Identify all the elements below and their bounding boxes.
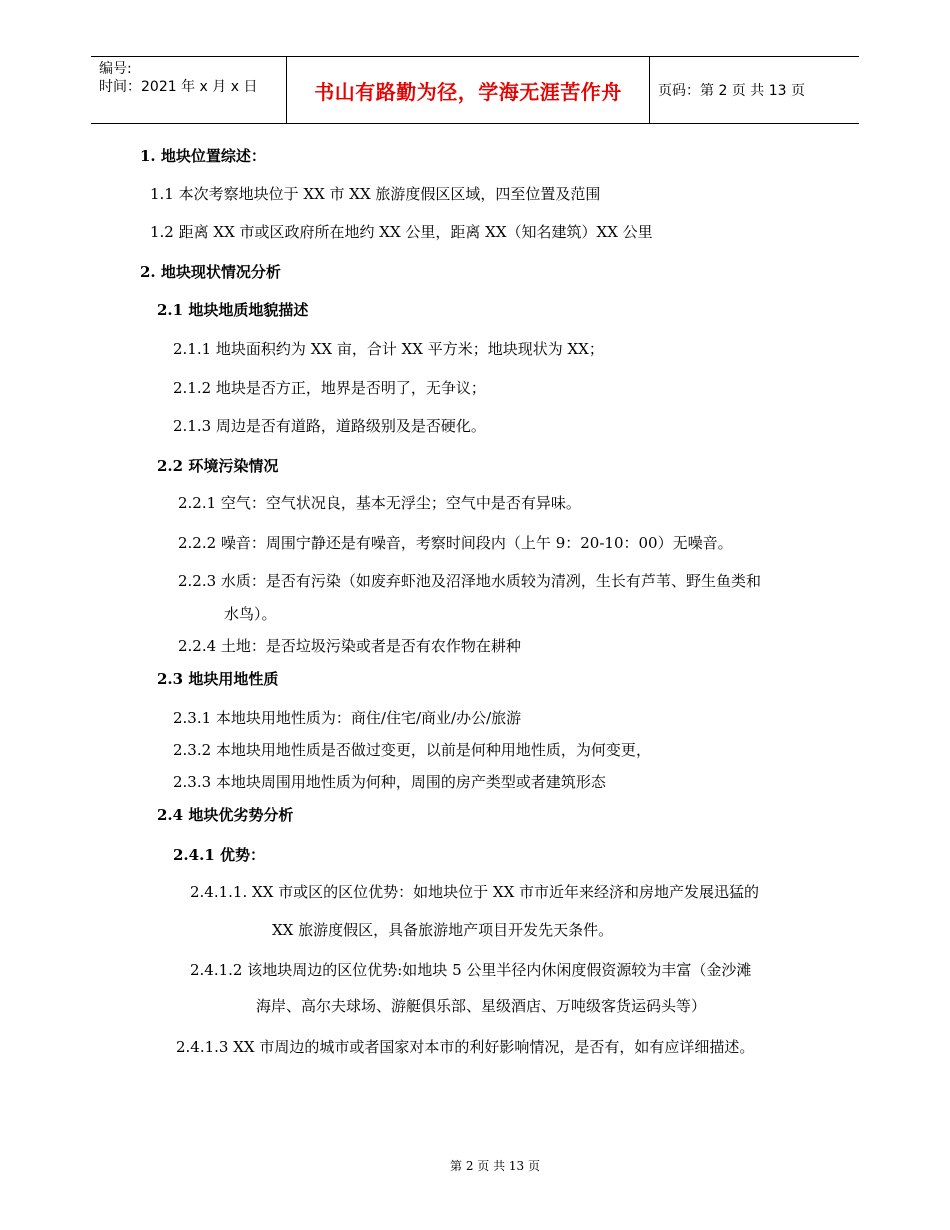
paragraph-1-2: 1.2 距离 XX 市或区政府所在地约 XX 公里，距离 XX（知名建筑）XX 公里	[150, 223, 653, 241]
document-number-label: 编号:	[99, 61, 132, 77]
paragraph-2-1-1: 2.1.1 地块面积约为 XX 亩，合计 XX 平方米；地块现状为 XX；	[173, 340, 604, 358]
heading-2: 2. 地块现状情况分析	[140, 263, 281, 281]
paragraph-2-3-2: 2.3.2 本地块用地性质是否做过变更，以前是何种用地性质，为何变更，	[173, 741, 651, 759]
heading-2-4-1: 2.4.1 优势：	[173, 846, 265, 864]
page-footer: 第 2 页 共 13 页	[450, 1159, 540, 1173]
paragraph-2-2-1: 2.2.1 空气：空气状况良，基本无浮尘；空气中是否有异味。	[178, 494, 581, 512]
header-page-info: 页码：第 2 页 共 13 页	[658, 83, 805, 99]
heading-2-1: 2.1 地块地质地貌描述	[157, 301, 309, 319]
paragraph-1-1: 1.1 本次考察地块位于 XX 市 XX 旅游度假区区域，四至位置及范围	[150, 185, 601, 203]
heading-1: 1. 地块位置综述：	[140, 147, 266, 165]
heading-2-2: 2.2 环境污染情况	[157, 457, 279, 475]
paragraph-2-2-2: 2.2.2 噪音：周围宁静还是有噪音，考察时间段内（上午 9：20-10：00）无噪音。	[178, 534, 733, 552]
heading-2-4: 2.4 地块优劣势分析	[157, 806, 294, 824]
paragraph-2-4-1-3: 2.4.1.3 XX 市周边的城市或者国家对本市的利好影响情况，是否有，如有应详细描述。	[176, 1038, 755, 1056]
paragraph-2-4-1-1-cont: XX 旅游度假区，具备旅游地产项目开发先天条件。	[272, 921, 614, 939]
paragraph-2-2-3-cont: 水鸟）。	[224, 605, 277, 623]
paragraph-2-4-1-2: 2.4.1.2 该地块周边的区位优势:如地块 5 公里半径内休闲度假资源较为丰富（金沙滩	[190, 961, 752, 979]
header-motto: 书山有路勤为径，学海无涯苦作舟	[286, 57, 650, 123]
paragraph-2-2-4: 2.2.4 土地：是否垃圾污染或者是否有农作物在耕种	[178, 637, 521, 655]
paragraph-2-1-3: 2.1.3 周边是否有道路，道路级别及是否硬化。	[173, 417, 486, 435]
paragraph-2-1-2: 2.1.2 地块是否方正，地界是否明了，无争议；	[173, 379, 486, 397]
paragraph-2-3-3: 2.3.3 本地块周围用地性质为何种，周围的房产类型或者建筑形态	[173, 773, 606, 791]
paragraph-2-2-3: 2.2.3 水质：是否有污染（如废弃虾池及沼泽地水质较为清冽，生长有芦苇、野生鱼类和	[178, 572, 761, 590]
paragraph-2-4-1-2-cont: 海岸、高尔夫球场、游艇俱乐部、星级酒店、万吨级客货运码头等）	[256, 997, 707, 1015]
heading-2-3: 2.3 地块用地性质	[157, 670, 279, 688]
paragraph-2-3-1: 2.3.1 本地块用地性质为：商住/住宅/商业/办公/旅游	[173, 709, 522, 727]
paragraph-2-4-1-1: 2.4.1.1. XX 市或区的区位优势：如地块位于 XX 市市近年来经济和房地产发展迅猛的	[190, 883, 760, 901]
document-time-label: 时间：2021 年 x 月 x 日	[99, 79, 258, 95]
